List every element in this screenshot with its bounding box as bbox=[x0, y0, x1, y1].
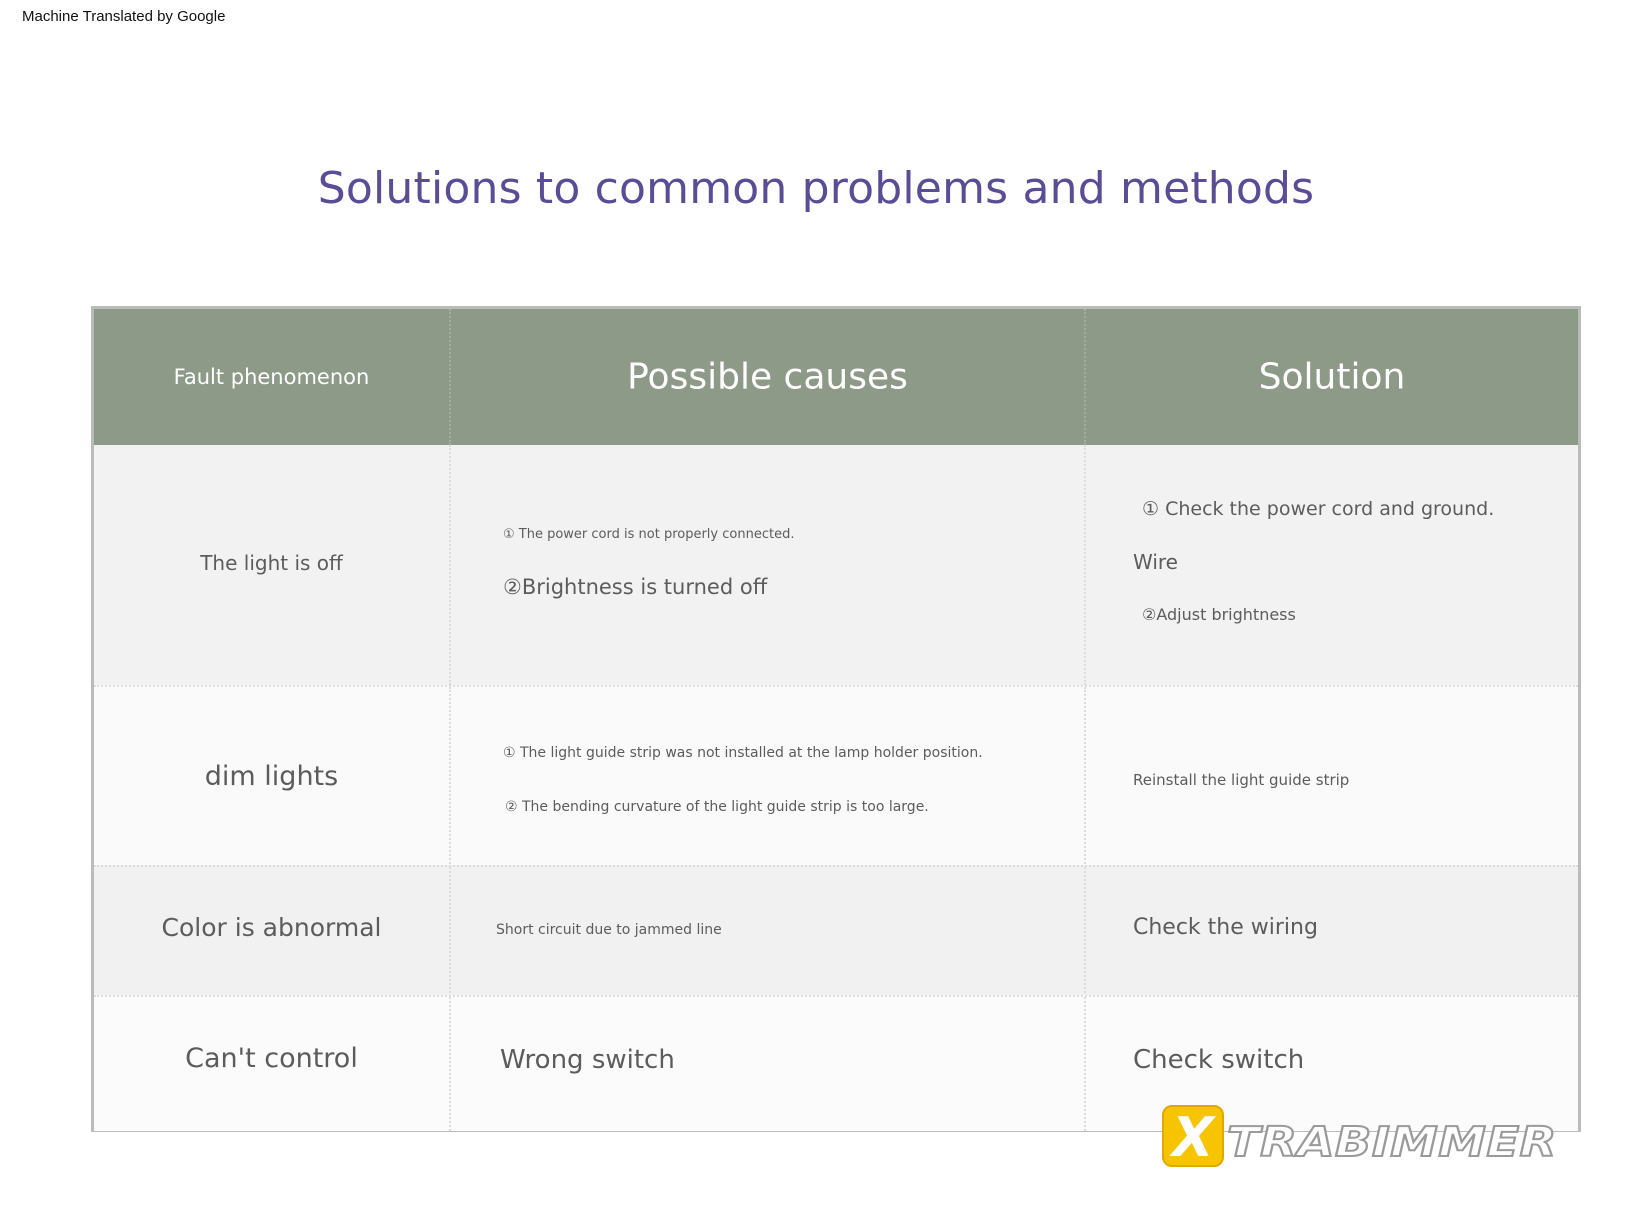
solution-text: Reinstall the light guide strip bbox=[1133, 771, 1350, 789]
fault-text: dim lights bbox=[204, 761, 339, 792]
header-fault-label: Fault phenomenon bbox=[173, 365, 370, 389]
table-row bbox=[94, 445, 1578, 685]
causes-cell bbox=[449, 445, 1084, 685]
header-cell-causes bbox=[449, 309, 1084, 445]
solution-text: Wire bbox=[1133, 550, 1178, 574]
cause-text: ① The power cord is not properly connected. bbox=[503, 527, 795, 542]
solution-text: ②Adjust brightness bbox=[1142, 605, 1296, 624]
header-solution-label: Solution bbox=[1258, 356, 1406, 398]
logo-mark: X bbox=[1172, 1106, 1214, 1168]
machine-translation-banner: Machine Translated by Google bbox=[22, 8, 226, 25]
table-row bbox=[94, 685, 1578, 867]
solution-text: Check switch bbox=[1133, 1045, 1305, 1075]
logo-text: TRABIMMER bbox=[1227, 1118, 1557, 1166]
solution-cell bbox=[1084, 867, 1578, 997]
xtrabimmer-logo bbox=[1161, 1104, 1561, 1168]
causes-cell bbox=[449, 867, 1084, 997]
fault-cell bbox=[94, 687, 449, 867]
solution-cell bbox=[1084, 687, 1578, 867]
troubleshooting-table bbox=[91, 306, 1581, 1132]
cause-text: ② The bending curvature of the light guide strip is too large. bbox=[505, 799, 929, 815]
cause-text: ① The light guide strip was not installed at the lamp holder position. bbox=[503, 745, 983, 761]
header-causes-label: Possible causes bbox=[627, 356, 908, 398]
solution-text: ① Check the power cord and ground. bbox=[1142, 498, 1495, 520]
table-header-row bbox=[94, 309, 1578, 445]
fault-cell bbox=[94, 445, 449, 685]
fault-cell bbox=[94, 997, 449, 1131]
causes-cell bbox=[449, 997, 1084, 1131]
fault-text: Can't control bbox=[185, 1043, 358, 1074]
cause-text: ②Brightness is turned off bbox=[503, 575, 768, 599]
cause-text: Short circuit due to jammed line bbox=[496, 922, 722, 938]
solution-cell bbox=[1084, 445, 1578, 685]
header-cell-fault bbox=[94, 309, 449, 445]
table-row bbox=[94, 865, 1578, 997]
page-title: Solutions to common problems and methods bbox=[317, 163, 1315, 214]
fault-cell bbox=[94, 867, 449, 997]
causes-cell bbox=[449, 687, 1084, 867]
fault-text: Color is abnormal bbox=[161, 913, 382, 942]
cause-text: Wrong switch bbox=[500, 1045, 675, 1075]
fault-text: The light is off bbox=[200, 551, 343, 575]
solution-text: Check the wiring bbox=[1133, 915, 1318, 940]
header-cell-solution bbox=[1084, 309, 1578, 445]
